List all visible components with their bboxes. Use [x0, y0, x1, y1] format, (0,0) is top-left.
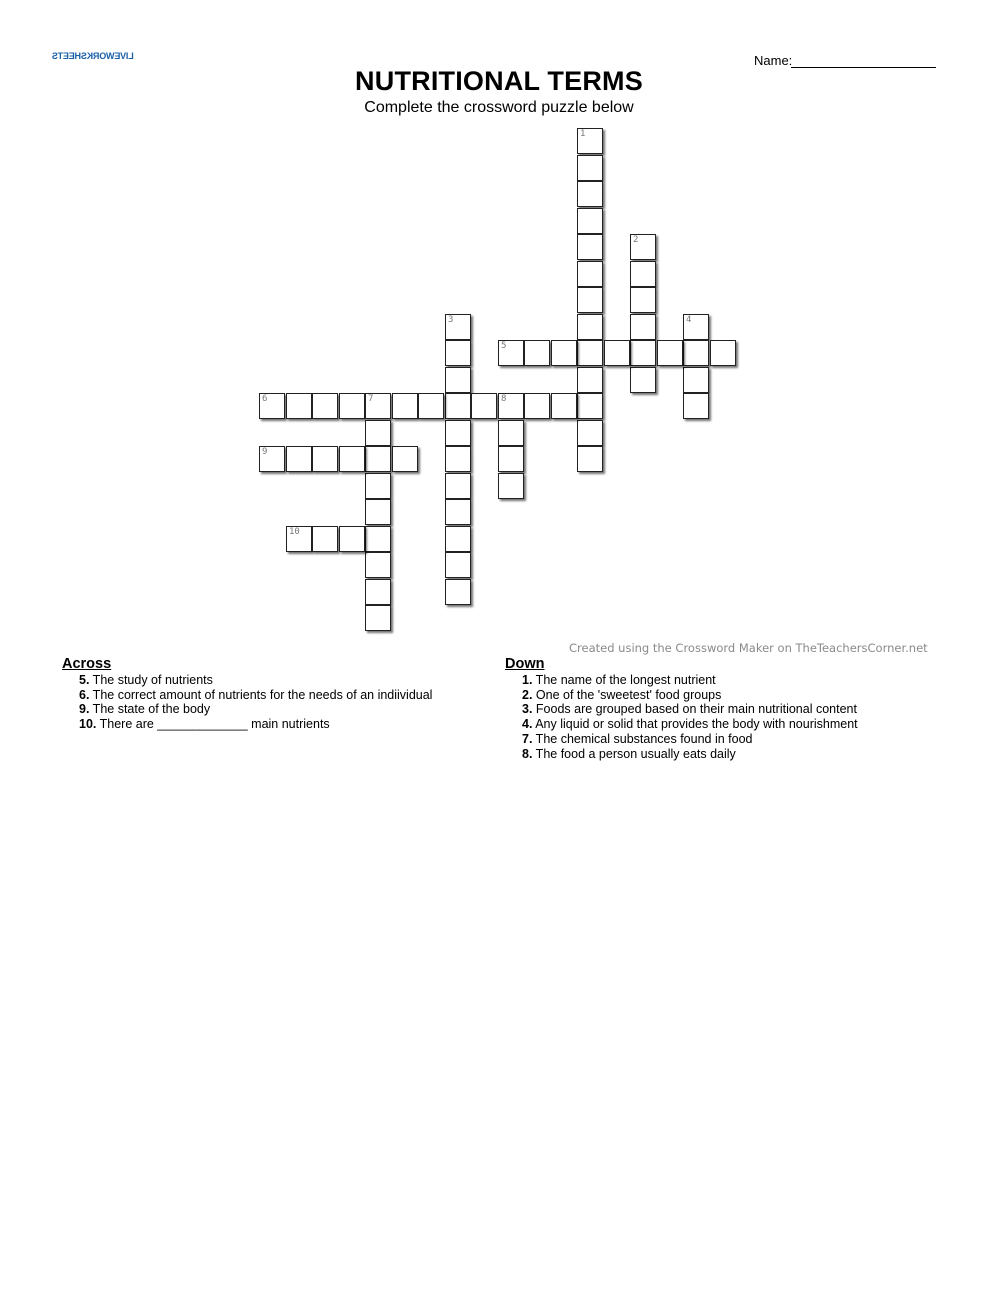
- crossword-cell[interactable]: [286, 393, 312, 419]
- crossword-cell[interactable]: [339, 446, 365, 472]
- crossword-cell[interactable]: [498, 473, 524, 499]
- clue-text: Any liquid or solid that provides the body with nourishment: [532, 717, 858, 732]
- crossword-cell[interactable]: [445, 473, 471, 499]
- crossword-cell[interactable]: [365, 605, 391, 631]
- clue-down-1: [505, 673, 858, 688]
- crossword-cell[interactable]: [524, 393, 550, 419]
- crossword-cell[interactable]: [630, 287, 656, 313]
- clue-down-3: [505, 702, 858, 717]
- crossword-cell[interactable]: [392, 393, 418, 419]
- crossword-cell[interactable]: [630, 261, 656, 287]
- crossword-cell[interactable]: [312, 393, 338, 419]
- crossword-cell[interactable]: [657, 340, 683, 366]
- crossword-cell[interactable]: [445, 420, 471, 446]
- down-heading: Down: [505, 656, 545, 672]
- crossword-cell[interactable]: [286, 526, 312, 552]
- crossword-cell[interactable]: [577, 393, 603, 419]
- cell-number: 4: [686, 315, 692, 325]
- clue-text: There are _____________ main nutrients: [96, 717, 330, 732]
- clue-across-9: [62, 702, 432, 717]
- clue-down-7: [505, 732, 858, 747]
- clue-text: The chemical substances found in food: [532, 731, 753, 746]
- crossword-cell[interactable]: [445, 552, 471, 578]
- crossword-cell[interactable]: [577, 340, 603, 366]
- crossword-cell[interactable]: [445, 579, 471, 605]
- clue-number: 1.: [522, 673, 533, 687]
- crossword-cell[interactable]: [339, 393, 365, 419]
- crossword-cell[interactable]: [445, 314, 471, 340]
- clue-number: 4.: [522, 717, 533, 732]
- cell-number: 7: [368, 394, 374, 404]
- crossword-cell[interactable]: [577, 420, 603, 446]
- crossword-cell[interactable]: [577, 314, 603, 340]
- clue-down-4: [505, 717, 858, 732]
- crossword-cell[interactable]: [630, 314, 656, 340]
- crossword-cell[interactable]: [683, 340, 709, 366]
- page-subtitle: Complete the crossword puzzle below: [364, 99, 634, 116]
- clue-number: 2.: [522, 687, 533, 702]
- clue-text: The food a person usually eats daily: [532, 746, 736, 761]
- crossword-cell[interactable]: [577, 128, 603, 154]
- cell-number: 3: [448, 315, 454, 325]
- crossword-cell[interactable]: [365, 526, 391, 552]
- crossword-cell[interactable]: [259, 393, 285, 419]
- crossword-cell[interactable]: [339, 526, 365, 552]
- crossword-cell[interactable]: [577, 367, 603, 393]
- across-clues: [62, 655, 432, 732]
- crossword-cell[interactable]: [286, 446, 312, 472]
- crossword-cell[interactable]: [312, 446, 338, 472]
- crossword-cell[interactable]: [577, 208, 603, 234]
- crossword-cell[interactable]: [445, 393, 471, 419]
- clue-number: 3.: [522, 702, 533, 717]
- clue-number: 9.: [79, 702, 90, 717]
- clue-number: 7.: [522, 731, 533, 746]
- clue-across-6: [62, 688, 432, 703]
- crossword-cell[interactable]: [551, 340, 577, 366]
- page-title: NUTRITIONAL TERMS: [355, 66, 643, 96]
- clue-text: Foods are grouped based on their main nutritional content: [532, 702, 857, 717]
- across-heading: Across: [62, 656, 112, 672]
- crossword-cell[interactable]: [710, 340, 736, 366]
- crossword-cell[interactable]: [577, 155, 603, 181]
- crossword-cell[interactable]: [445, 499, 471, 525]
- crossword-cell[interactable]: [418, 393, 444, 419]
- crossword-cell[interactable]: [365, 473, 391, 499]
- clue-number: 6.: [79, 687, 90, 702]
- cell-number: 10: [289, 527, 300, 537]
- crossword-cell[interactable]: [551, 393, 577, 419]
- clue-number: 5.: [79, 673, 90, 687]
- name-label: Name:: [754, 53, 793, 68]
- clue-across-5: [62, 673, 432, 688]
- crossword-cell[interactable]: [577, 261, 603, 287]
- clue-down-2: [505, 688, 858, 703]
- clue-text: The name of the longest nutrient: [532, 673, 716, 687]
- crossword-cell[interactable]: [577, 287, 603, 313]
- crossword-cell[interactable]: [498, 393, 524, 419]
- crossword-cell[interactable]: [498, 340, 524, 366]
- clue-text: The study of nutrients: [89, 673, 213, 687]
- cell-number: 2: [633, 235, 639, 245]
- crossword-cell[interactable]: [365, 420, 391, 446]
- cell-number: 8: [501, 394, 507, 404]
- crossword-cell[interactable]: [577, 446, 603, 472]
- crossword-cell[interactable]: [683, 367, 709, 393]
- crossword-cell[interactable]: [445, 526, 471, 552]
- clue-number: 10.: [79, 717, 97, 732]
- crossword-cell[interactable]: [577, 181, 603, 207]
- crossword-cell[interactable]: [471, 393, 497, 419]
- crossword-cell[interactable]: [498, 420, 524, 446]
- down-clues: [505, 655, 858, 761]
- crossword-cell[interactable]: [445, 340, 471, 366]
- clue-across-10: [62, 717, 432, 732]
- crossword-cell[interactable]: [498, 446, 524, 472]
- clue-text: The state of the body: [89, 702, 211, 717]
- crossword-cell[interactable]: [365, 579, 391, 605]
- crossword-cell[interactable]: [259, 446, 285, 472]
- cell-number: 9: [262, 447, 268, 457]
- crossword-cell[interactable]: [445, 367, 471, 393]
- crossword-cell[interactable]: [365, 552, 391, 578]
- crossword-cell[interactable]: [392, 446, 418, 472]
- clue-text: One of the 'sweetest' food groups: [532, 687, 722, 702]
- crossword-cell[interactable]: [630, 367, 656, 393]
- crossword-cell[interactable]: [630, 234, 656, 260]
- crossword-cell[interactable]: [365, 393, 391, 419]
- credit-text: Created using the Crossword Maker on TheTeachersCorner.net: [569, 641, 928, 655]
- cell-number: 5: [501, 341, 507, 351]
- crossword-cell[interactable]: [630, 340, 656, 366]
- crossword-cell[interactable]: [604, 340, 630, 366]
- liveworksheets-logo: LIVEWORKSHEETS: [52, 51, 134, 61]
- cell-number: 6: [262, 394, 268, 404]
- crossword-cell[interactable]: [365, 446, 391, 472]
- crossword-cell[interactable]: [365, 499, 391, 525]
- clue-text: The correct amount of nutrients for the needs of an indiividual: [89, 687, 433, 702]
- crossword-cell[interactable]: [577, 234, 603, 260]
- crossword-cell[interactable]: [683, 314, 709, 340]
- crossword-cell[interactable]: [683, 393, 709, 419]
- crossword-cell[interactable]: [312, 526, 338, 552]
- clue-down-8: [505, 747, 858, 762]
- crossword-cell[interactable]: [524, 340, 550, 366]
- cell-number: 1: [580, 129, 586, 139]
- clue-number: 8.: [522, 746, 533, 761]
- crossword-cell[interactable]: [445, 446, 471, 472]
